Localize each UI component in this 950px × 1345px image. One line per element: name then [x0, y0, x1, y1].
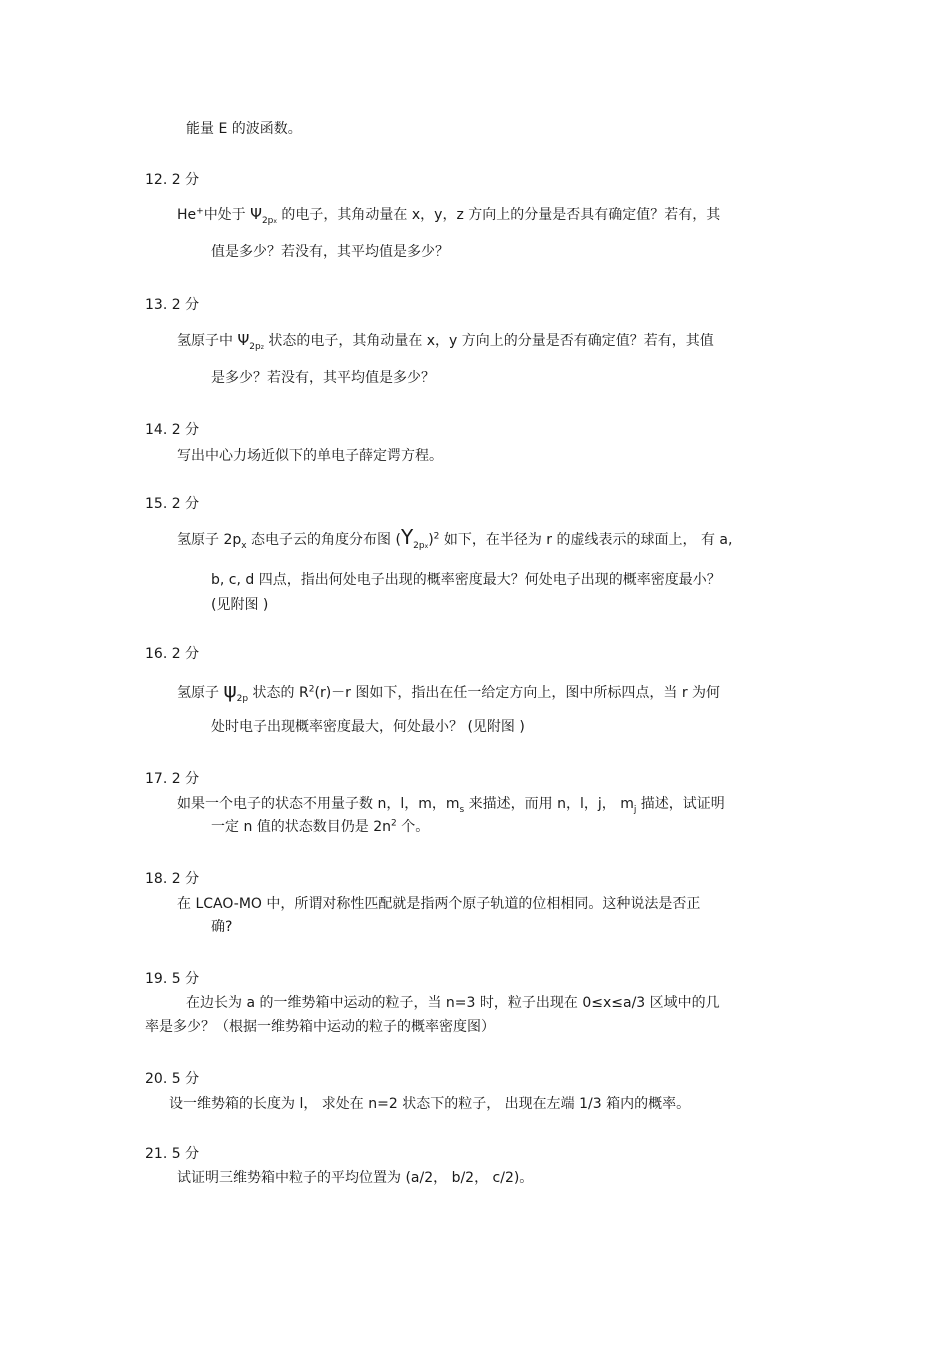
psi-symbol: Ψ: [237, 331, 250, 349]
question-20-line-1: 设一维势箱的长度为 l， 求处在 n=2 状态下的粒子， 出现在左端 1/3 箱内的概率。: [169, 1096, 691, 1112]
question-12-header: 12. 2 分: [145, 172, 200, 188]
psi-symbol: Ψ: [250, 205, 262, 223]
question-15-line-2: b, c, d 四点，指出何处电子出现的概率密度最大？何处电子出现的概率密度最小？: [211, 572, 721, 588]
question-13-line-1: 氢原子中 $\Psi_{2pz}$ 状态的电子，其角动量在 x，y 方向上的分量是否有确定值？若有，其值: [177, 331, 714, 352]
question-18-header: 18. 2 分: [145, 871, 200, 887]
question-14-header: 14. 2 分: [145, 422, 200, 438]
question-21-header: 21. 5 分: [145, 1146, 200, 1162]
question-18-line-2: 确?: [211, 919, 233, 935]
y-symbol: Y: [400, 525, 414, 549]
question-14-line-1: 写出中心力场近似下的单电子薛定谔方程。: [177, 448, 443, 464]
question-12-line-2: 值是多少？若没有，其平均值是多少？: [211, 244, 449, 260]
question-12-line-1: He+中处于 $\Psi_{2px}$ 的电子，其角动量在 x，y，z 方向上的分量是否具有确定值？若有，其: [177, 205, 721, 226]
question-20-header: 20. 5 分: [145, 1071, 200, 1087]
psi-symbol: ψ: [223, 678, 237, 702]
question-21-line-1: 试证明三维势箱中粒子的平均位置为 (a/2， b/2， c/2)。: [177, 1170, 534, 1186]
question-19-header: 19. 5 分: [145, 971, 200, 987]
question-18-line-1: 在 LCAO-MO 中，所谓对称性匹配就是指两个原子轨道的位相相同。这种说法是否正: [177, 896, 701, 912]
question-17-header: 17. 2 分: [145, 771, 200, 787]
question-13-header: 13. 2 分: [145, 297, 200, 313]
question-16-line-2: 处时电子出现概率密度最大，何处最小？ (见附图 ): [211, 719, 525, 735]
question-15-header: 15. 2 分: [145, 496, 200, 512]
question-19-line-1: 在边长为 a 的一维势箱中运动的粒子，当 n=3 时，粒子出现在 0≤x≤a/3 区域中的几: [186, 995, 720, 1011]
question-15-line-3: (见附图 ): [211, 597, 269, 613]
question-16-line-1: 氢原子 $\psi_{2p}$ 状态的 $R^2(r)-r$ 图如下，指出在任一给定方向上，图中所标四点，当 r 为何: [177, 678, 721, 704]
question-17-line-2: 一定 n 值的状态数目仍是 $2n^2$ 个。: [211, 818, 430, 835]
question-19-line-2: 率是多少？（根据一维势箱中运动的粒子的概率密度图）: [145, 1019, 495, 1035]
intro-line: 能量 E 的波函数。: [186, 121, 302, 137]
question-15-line-1: 氢原子 $2p_x$ 态电子云的角度分布图 $(Y_{2px})^2$ 如下，在半径为 r 的虚线表示的球面上， 有 a,: [177, 525, 733, 551]
question-13-line-2: 是多少？若没有，其平均值是多少？: [211, 370, 435, 386]
question-17-line-1: 如果一个电子的状态不用量子数 n，l，m，$m_s$ 来描述，而用 n，l，j， $m_j$ 描述，试证明: [177, 796, 725, 815]
question-16-header: 16. 2 分: [145, 646, 200, 662]
